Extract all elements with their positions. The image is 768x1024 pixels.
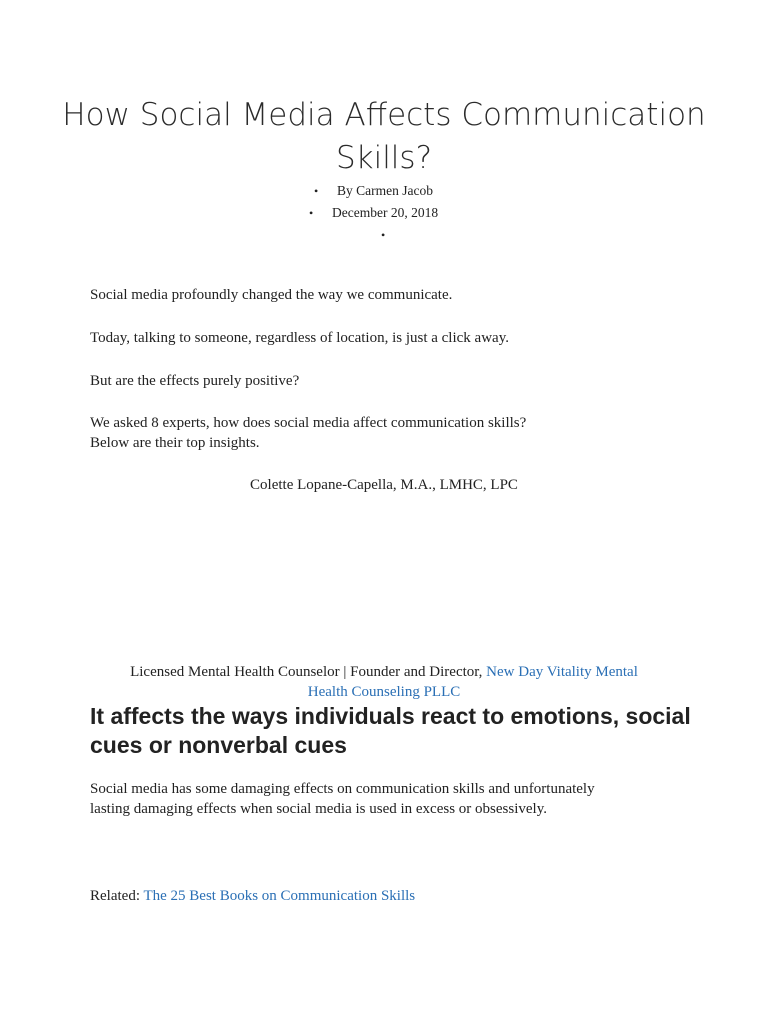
publish-date: December 20, 2018 [332,205,439,220]
expert-org-line-2 [0,682,768,702]
section-body-line-1: Social media has some damaging effects on communication skills and unfortunately [90,781,595,797]
related-line [90,886,690,906]
expert-name: Colette Lopane-Capella, M.A., LMHC, LPC [250,477,518,493]
bullet-icon: • [314,184,319,198]
expert-role-line [0,662,768,682]
article-meta-list [0,180,768,246]
organization-link[interactable]: New Day Vitality Mental [486,664,638,680]
section-body-line-2: lasting damaging effects when social media is used in excess or obsessively. [90,801,547,817]
meta-date-item [0,202,768,224]
expert-title: Founder and Director, [350,664,483,680]
meta-empty-item [0,224,768,246]
related-label: Related: [90,888,140,904]
author-byline: By Carmen Jacob [337,183,433,198]
section-body [90,779,690,819]
bullet-icon: • [309,206,314,220]
related-article-link[interactable]: The 25 Best Books on Communication Skills [143,888,416,904]
role-separator: | [343,664,347,680]
meta-author-item [0,180,768,202]
intro-paragraph-2: Today, talking to someone, regardless of location, is just a click away. [90,330,509,346]
intro-paragraph-4 [90,413,690,453]
intro-question: We asked 8 experts, how does social media affect communication skills? [90,415,527,431]
organization-link-continued[interactable]: Health Counseling PLLC [307,684,461,700]
section-heading: It affects the ways individuals react to emotions, social cues or nonverbal cues [90,703,691,758]
expert-role: Licensed Mental Health Counselor [130,664,340,680]
intro-insights: Below are their top insights. [90,435,260,451]
intro-paragraph-1: Social media profoundly changed the way we communicate. [90,287,453,303]
intro-paragraph-3: But are the effects purely positive? [90,373,300,389]
page-title: How Social Media Affects Communication Skills? [62,97,706,176]
bullet-icon: • [381,228,386,242]
